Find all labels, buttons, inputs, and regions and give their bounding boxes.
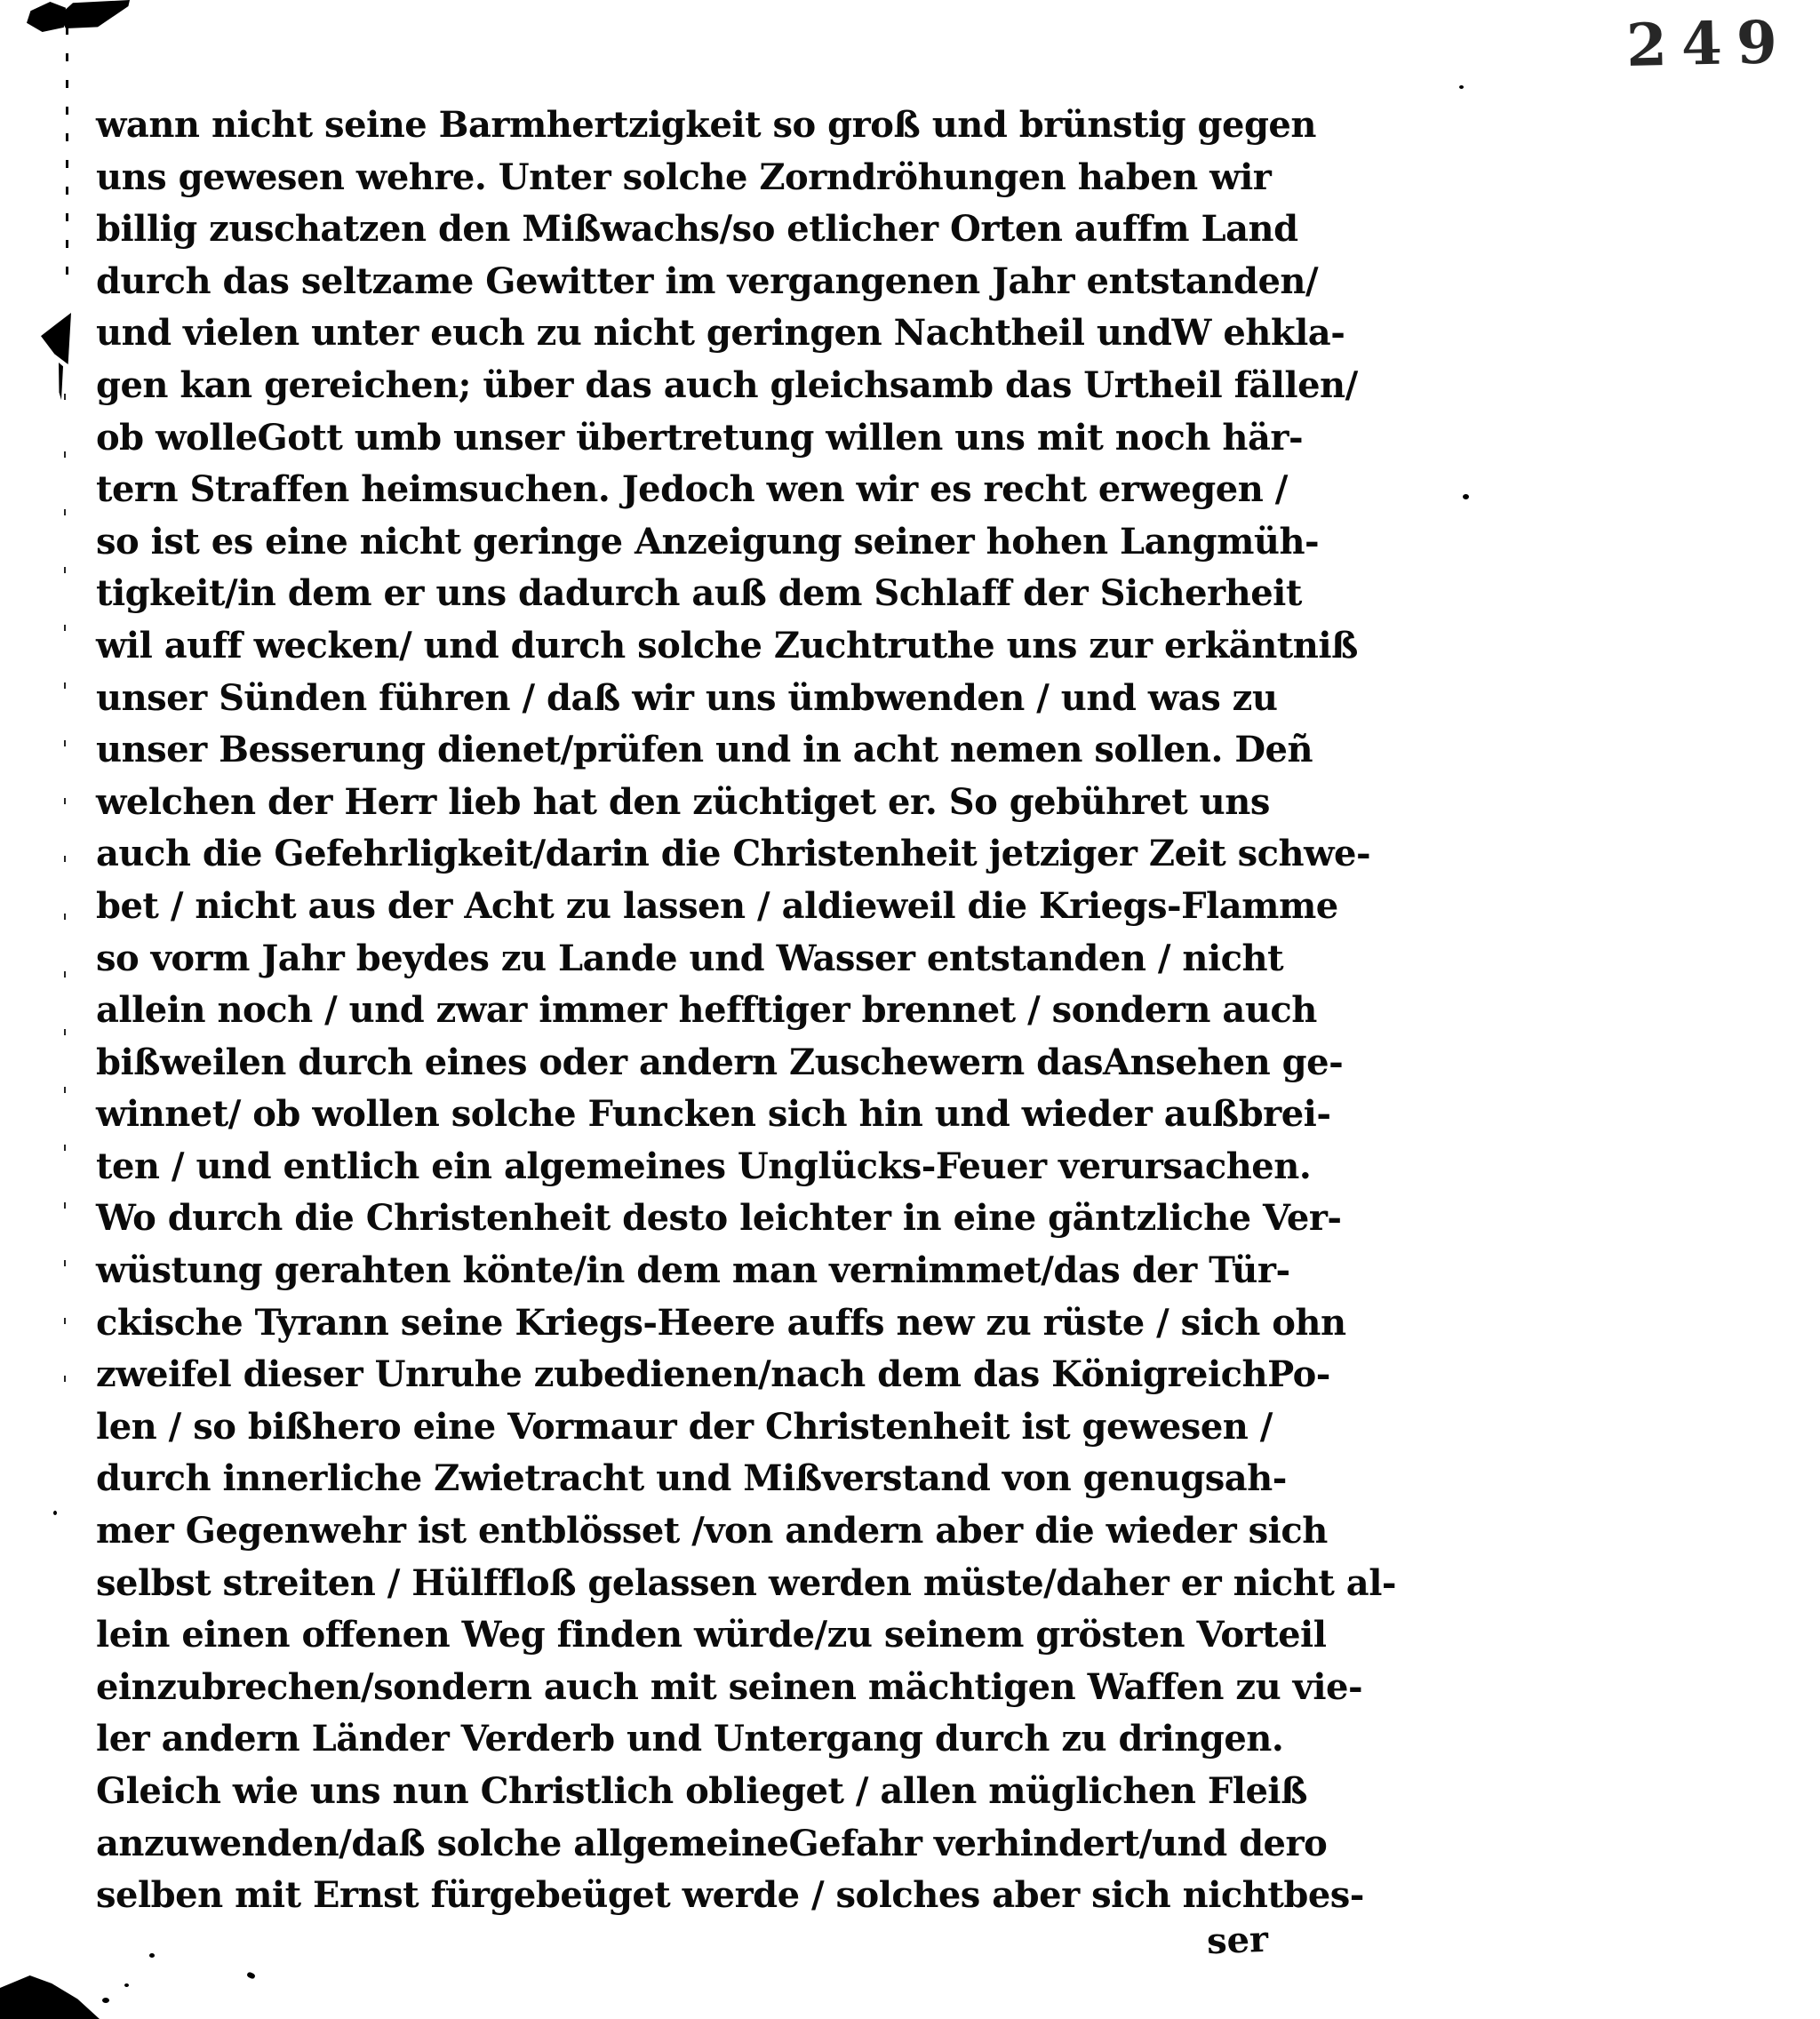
text-line: ler andern Länder Verderb und Untergang durch zu dringen.	[96, 1718, 1284, 1760]
page-fold-mark	[66, 27, 68, 284]
text-line: uns gewesen wehre. Unter solche Zorndröhungen haben wir	[96, 156, 1272, 198]
text-line: Gleich wie uns nun Christlich oblieget / allen müglichen Fleiß	[96, 1770, 1307, 1812]
text-line: tigkeit/in dem er uns dadurch auß dem Schlaff der Sicherheit	[96, 572, 1302, 615]
ink-smudge-left-margin	[59, 363, 63, 400]
page-number: 249	[1625, 7, 1792, 80]
text-line: gen kan gereichen; über das auch gleichsamb das Urtheil fällen/	[96, 363, 1358, 406]
text-line: so ist es eine nicht geringe Anzeigung seiner hohen Langmüh-	[96, 520, 1320, 563]
text-line: so vorm Jahr beydes zu Lande und Wasser entstanden / nicht	[96, 937, 1284, 979]
text-line: unser Besserung dienet/prüfen und in acht nemen sollen. Deñ	[96, 729, 1313, 771]
ink-smudge-left-margin	[41, 313, 71, 364]
text-line: Wo durch die Christenheit desto leichter in eine gäntzliche Ver-	[96, 1197, 1342, 1240]
ink-speck	[246, 1971, 256, 1979]
text-line: len / so bißhero eine Vormaur der Christenheit ist gewesen /	[96, 1405, 1273, 1448]
text-line: einzubrechen/sondern auch mit seinen mächtigen Waffen zu vie-	[96, 1665, 1363, 1708]
text-line: selbst streiten / Hülffloß gelassen werden müste/daher er nicht al-	[96, 1561, 1396, 1604]
text-line: ten / und entlich ein algemeines Unglücks-Feuer verursachen.	[96, 1145, 1312, 1187]
text-line: bißweilen durch eines oder andern Zuschewern dasAnsehen ge-	[96, 1041, 1344, 1083]
text-line: ob wolleGott umb unser übertretung willen uns mit noch här-	[96, 416, 1304, 459]
body-text-block	[96, 100, 1436, 1922]
catchword: ser	[1206, 1918, 1269, 1963]
text-line: durch innerliche Zwietracht und Mißverstand von genugsah-	[96, 1457, 1287, 1500]
text-line: auch die Gefehrligkeit/darin die Christenheit jetziger Zeit schwe-	[96, 833, 1371, 875]
ink-speck	[124, 1983, 129, 1987]
text-line: tern Straffen heimsuchen. Jedoch wen wir es recht erwegen /	[96, 468, 1288, 511]
text-line: allein noch / und zwar immer hefftiger brennet / sondern auch	[96, 989, 1317, 1032]
ink-speck	[149, 1953, 155, 1958]
text-line: welchen der Herr lieb hat den züchtiget er. So gebühret uns	[96, 780, 1270, 823]
text-line: mer Gegenwehr ist entblösset /von andern aber die wieder sich	[96, 1510, 1328, 1552]
text-line: wann nicht seine Barmhertzigkeit so groß und brünstig gegen	[96, 104, 1316, 146]
text-line: lein einen offenen Weg finden würde/zu seinem grösten Vorteil	[96, 1614, 1327, 1656]
text-line: wil auff wecken/ und durch solche Zuchtruthe uns zur erkäntniß	[96, 624, 1358, 666]
ink-smudge-top-left	[59, 0, 130, 28]
text-line: selben mit Ernst fürgebeüget werde / solches aber sich nichtbes-	[96, 1874, 1364, 1917]
text-line: anzuwenden/daß solche allgemeineGefahr verhindert/und dero	[96, 1822, 1328, 1864]
text-line: billig zuschatzen den Mißwachs/so etlicher Orten auffm Land	[96, 208, 1298, 251]
ink-smudge-bottom-left	[0, 1975, 100, 2019]
text-line: bet / nicht aus der Acht zu lassen / aldieweil die Kriegs-Flamme	[96, 884, 1338, 927]
ink-speck	[1459, 85, 1464, 89]
ink-speck	[102, 1998, 109, 2003]
ink-speck	[1463, 494, 1469, 499]
text-line: wüstung gerahten könte/in dem man vernimmet/das der Tür-	[96, 1249, 1290, 1292]
page-fold-mark	[64, 284, 66, 1386]
text-line: winnet/ ob wollen solche Funcken sich hin und wieder außbrei-	[96, 1093, 1331, 1136]
text-line: unser Sünden führen / daß wir uns ümbwenden / und was zu	[96, 676, 1278, 719]
ink-speck	[53, 1511, 57, 1515]
text-line: ckische Tyrann seine Kriegs-Heere auffs new zu rüste / sich ohn	[96, 1301, 1346, 1344]
text-line: durch das seltzame Gewitter im vergangenen Jahr entstanden/	[96, 259, 1319, 302]
text-line: zweifel dieser Unruhe zubedienen/nach dem das KönigreichPo-	[96, 1353, 1330, 1396]
text-line: und vielen unter euch zu nicht geringen Nachtheil undW ehkla-	[96, 312, 1345, 355]
